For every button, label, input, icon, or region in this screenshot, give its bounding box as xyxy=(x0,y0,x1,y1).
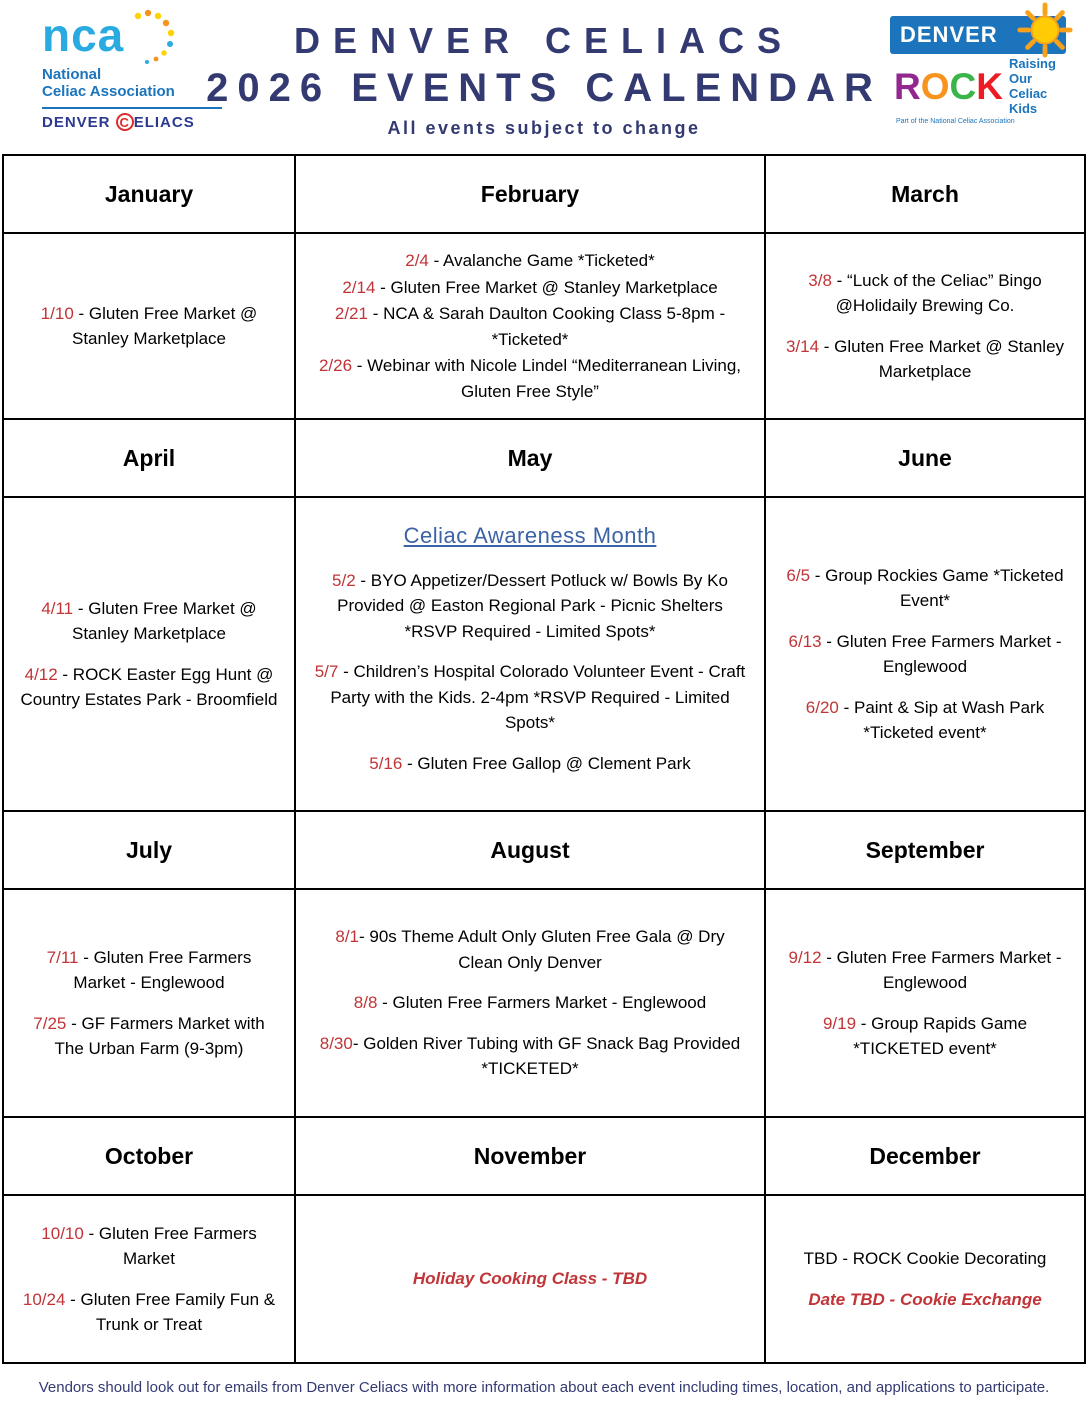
rock-letter-k: K xyxy=(976,66,1003,108)
event-line xyxy=(20,1221,278,1272)
event-date: 4/11 xyxy=(41,598,74,618)
event-date: 7/11 xyxy=(46,947,79,967)
month-header-december: December xyxy=(765,1117,1085,1195)
event-date: 8/8 xyxy=(353,993,378,1013)
event-date: 1/10 xyxy=(40,303,74,323)
month-cell-january xyxy=(3,233,295,419)
event-date: 6/20 xyxy=(805,697,839,717)
event-date: 4/12 xyxy=(24,664,58,684)
month-cell-march xyxy=(765,233,1085,419)
month-cell-april xyxy=(3,497,295,811)
event-line xyxy=(312,1031,748,1082)
rock-letter-r: R xyxy=(894,66,921,108)
event-line xyxy=(782,695,1068,746)
nca-logo-acronym: nca xyxy=(42,9,125,61)
month-cell-february xyxy=(295,233,765,419)
nca-dots-swirl-icon xyxy=(130,8,182,70)
event-text: - Golden River Tubing with GF Snack Bag Provided *TICKETED* xyxy=(352,1033,741,1079)
event-date: 6/13 xyxy=(788,631,822,651)
event-line xyxy=(312,659,748,736)
event-line xyxy=(312,301,748,352)
event-date: 3/14 xyxy=(785,336,820,356)
event-line xyxy=(312,275,748,301)
nca-denver-pre: DENVER xyxy=(42,113,116,131)
rock-logo-subtext: Part of the National Celiac Association xyxy=(896,117,1015,125)
event-line xyxy=(312,568,748,645)
month-cell-december xyxy=(765,1195,1085,1363)
event-line xyxy=(782,563,1068,614)
rock-letter-o: O xyxy=(920,66,950,108)
event-date: 10/10 xyxy=(41,1223,84,1243)
event-date: 2/26 xyxy=(318,356,353,375)
event-line xyxy=(20,945,278,996)
month-header-january: January xyxy=(3,155,295,233)
month-header-october: October xyxy=(3,1117,295,1195)
month-cell-november xyxy=(295,1195,765,1363)
event-text: - ROCK Easter Egg Hunt @ Country Estates Park - Broomfield xyxy=(20,664,278,709)
event-text: - Group Rapids Game *TICKETED event* xyxy=(853,1013,1028,1058)
event-text: - Gluten Free Farmers Market xyxy=(83,1223,257,1268)
rock-logo-banner xyxy=(890,16,1066,54)
event-date: 6/5 xyxy=(786,565,811,585)
event-date: 9/12 xyxy=(788,947,822,967)
month-cell-october xyxy=(3,1195,295,1363)
rock-letter-c: C xyxy=(949,66,977,108)
nca-logo-name-line2: Celiac Association xyxy=(42,83,175,101)
event-line xyxy=(312,353,748,404)
page-subtitle: All events subject to change xyxy=(387,118,701,138)
event-text: - Children’s Hospital Colorado Volunteer Event - Craft Party with the Kids. 2-4pm *RSVP Required - Limited Spots* xyxy=(330,662,746,733)
month-header-june: June xyxy=(765,419,1085,497)
nca-logo-name-line1: National xyxy=(42,66,102,83)
celiac-awareness-month-heading: Celiac Awareness Month xyxy=(403,522,657,548)
event-date: 9/19 xyxy=(822,1013,857,1033)
event-date: 3/8 xyxy=(808,270,832,290)
rock-logo-denver-label: DENVER xyxy=(900,22,998,47)
nca-denver-post: ELIACS xyxy=(133,113,195,131)
nca-logo-denver-celiacs xyxy=(42,107,222,131)
event-text: - GF Farmers Market with The Urban Farm (9-3pm) xyxy=(54,1013,265,1058)
event-date: 2/21 xyxy=(334,304,368,323)
nca-logo-name xyxy=(42,66,222,101)
month-cell-august xyxy=(295,889,765,1117)
event-text: - “Luck of the Celiac” Bingo @Holidaily Brewing Co. xyxy=(831,270,1042,315)
month-header-may: May xyxy=(295,419,765,497)
month-header-november: November xyxy=(295,1117,765,1195)
event-text: - Gluten Free Farmers Market - Englewood xyxy=(821,631,1062,676)
event-line xyxy=(20,662,278,713)
event-text: - Gluten Free Gallop @ Clement Park xyxy=(402,753,691,773)
event-text: - Avalanche Game *Ticketed* xyxy=(428,251,655,270)
event-text: - Webinar with Nicole Lindel “Mediterranean Living, Gluten Free Style” xyxy=(352,356,742,401)
denver-rock-logo xyxy=(890,16,1066,125)
page-header xyxy=(0,0,1088,152)
event-line xyxy=(782,945,1068,996)
month-cell-september xyxy=(765,889,1085,1117)
page-title-line1: DENVER CELIACS xyxy=(293,20,795,61)
rock-logo-main xyxy=(890,54,1066,117)
event-line xyxy=(20,1011,278,1062)
event-text: - Gluten Free Farmers Market - Englewood xyxy=(377,993,707,1013)
rock-logo-tagline xyxy=(1009,57,1064,117)
rock-logo-word xyxy=(894,66,1003,108)
event-date: 2/14 xyxy=(342,277,376,297)
event-text: - Gluten Free Market @ Stanley Marketplace xyxy=(71,303,258,348)
event-date: 8/1 xyxy=(335,927,360,947)
month-cell-july xyxy=(3,889,295,1117)
month-header-july: July xyxy=(3,811,295,889)
event-text: - Gluten Free Market @ Stanley Marketplace xyxy=(375,277,718,297)
event-text: - Paint & Sip at Wash Park *Ticketed event* xyxy=(838,697,1045,742)
event-date: 7/25 xyxy=(33,1013,67,1033)
event-date: 5/2 xyxy=(332,570,356,590)
event-text: - BYO Appetizer/Dessert Potluck w/ Bowls By Ko Provided @ Easton Regional Park - Picnic Shelters *RSVP Required - Limited Spots* xyxy=(337,570,728,641)
event-text: - 90s Theme Adult Only Gluten Free Gala @ Dry Clean Only Denver xyxy=(359,927,725,972)
month-header-february: February xyxy=(295,155,765,233)
rock-tagline-line1: Raising Our xyxy=(1008,56,1056,86)
events-calendar-table xyxy=(2,154,1086,1364)
event-text: - Gluten Free Market @ Stanley Marketplace xyxy=(819,336,1065,381)
footer-note: Vendors should look out for emails from Denver Celiacs with more information about each event including times, location, and applications to participate. xyxy=(38,1379,1050,1396)
month-header-september: September xyxy=(765,811,1085,889)
event-line xyxy=(312,990,748,1016)
event-line xyxy=(782,268,1068,319)
event-line xyxy=(782,1011,1068,1062)
event-line xyxy=(312,1266,748,1292)
month-cell-may xyxy=(295,497,765,811)
event-text: - Gluten Free Farmers Market - Englewood xyxy=(821,947,1062,992)
event-line xyxy=(20,1287,278,1338)
event-line xyxy=(312,924,748,975)
event-date: 5/7 xyxy=(314,662,339,682)
event-line xyxy=(20,301,278,352)
month-header-august: August xyxy=(295,811,765,889)
nca-logo-wordmark xyxy=(42,9,222,64)
event-text: - Gluten Free Farmers Market - Englewood xyxy=(73,947,252,992)
event-text: - Group Rockies Game *Ticketed Event* xyxy=(810,565,1064,610)
event-line xyxy=(312,751,748,777)
event-line xyxy=(782,1287,1068,1313)
event-text: Date TBD - Cookie Exchange xyxy=(808,1289,1042,1309)
event-line xyxy=(782,334,1068,385)
event-line xyxy=(782,629,1068,680)
sun-icon xyxy=(1016,1,1074,59)
nca-denver-circled-c: C xyxy=(116,113,134,131)
event-line xyxy=(782,1246,1068,1272)
nca-logo xyxy=(42,9,222,131)
event-text: Holiday Cooking Class - TBD xyxy=(412,1269,648,1289)
event-text: TBD - ROCK Cookie Decorating xyxy=(803,1249,1047,1268)
month-cell-june xyxy=(765,497,1085,811)
event-date: 5/16 xyxy=(369,753,403,773)
event-date: 2/4 xyxy=(405,251,429,270)
event-line xyxy=(20,596,278,647)
rock-tagline-line2: Celiac Kids xyxy=(1008,85,1048,116)
event-text: - Gluten Free Market @ Stanley Marketplace xyxy=(71,598,257,643)
event-text: - NCA & Sarah Daulton Cooking Class 5-8pm - *Ticketed* xyxy=(367,304,726,349)
event-text: - Gluten Free Family Fun & Trunk or Treat xyxy=(65,1289,276,1334)
event-date: 8/30 xyxy=(319,1033,353,1053)
month-header-april: April xyxy=(3,419,295,497)
month-header-march: March xyxy=(765,155,1085,233)
page-title-line2: 2026 EVENTS CALENDAR xyxy=(206,66,882,110)
event-line xyxy=(312,248,748,274)
calendar-body xyxy=(3,155,1085,1363)
event-date: 10/24 xyxy=(22,1289,66,1309)
